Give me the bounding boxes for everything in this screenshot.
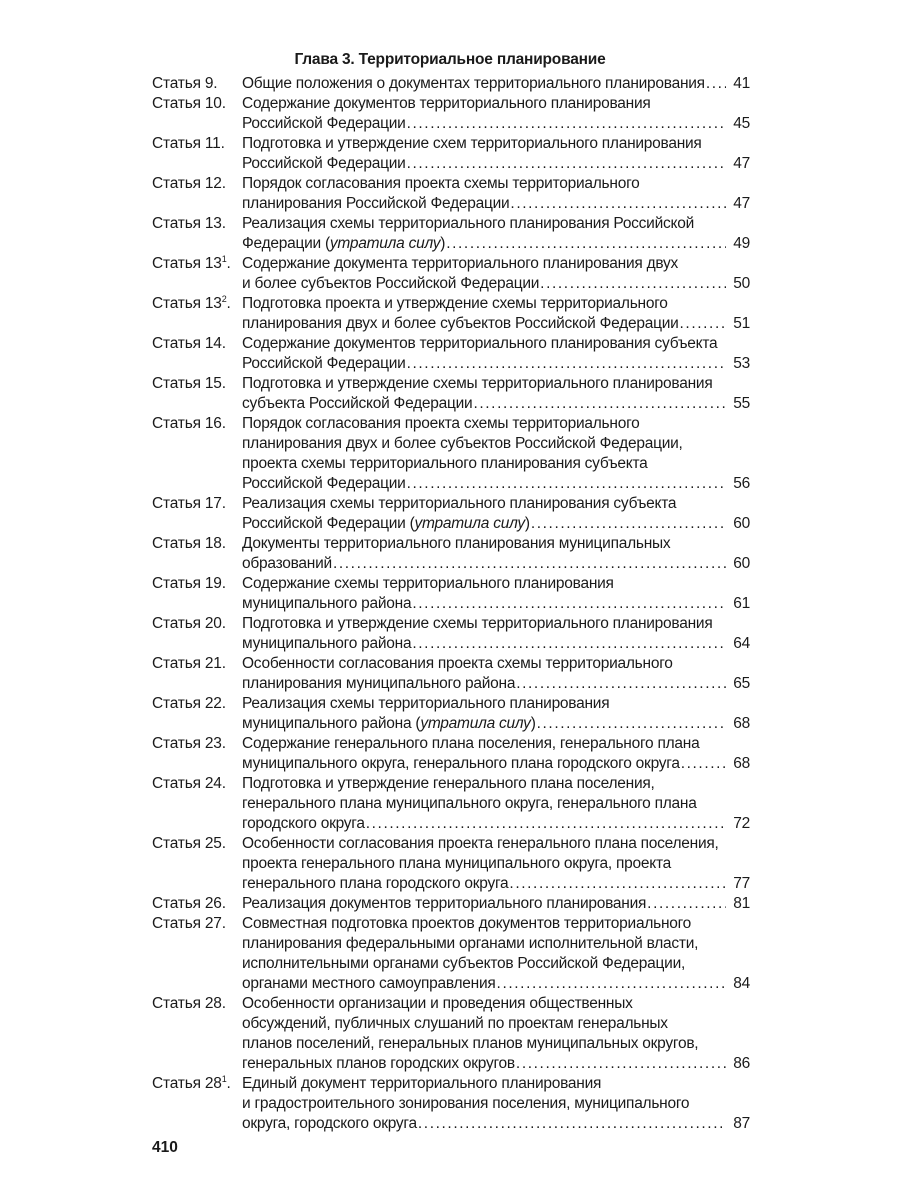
article-number: Статья 25. xyxy=(152,835,226,852)
dot-leader xyxy=(515,674,726,694)
article-title xyxy=(242,374,750,414)
dot-leader xyxy=(406,354,726,374)
title-last-line xyxy=(242,234,750,254)
title-last-text: органами местного самоуправления xyxy=(242,975,496,992)
title-line: проекта схемы территориального планирования субъекта xyxy=(242,455,648,472)
article-number: Статья 9. xyxy=(152,75,218,92)
article-title xyxy=(242,294,750,334)
title-line: Документы территориального планирования муниципальных xyxy=(242,535,671,552)
title-last-line xyxy=(242,674,750,694)
title-last-text: и более субъектов Российской Федерации xyxy=(242,275,540,292)
dot-leader xyxy=(536,714,726,734)
page-ref: 77 xyxy=(733,875,750,892)
article-label xyxy=(152,174,242,194)
toc-entry xyxy=(152,1074,750,1134)
article-number: Статья 13. xyxy=(152,215,226,232)
article-title xyxy=(242,334,750,374)
article-title xyxy=(242,214,750,254)
title-line: Единый документ территориального планирования xyxy=(242,1075,602,1092)
title-line: Подготовка проекта и утверждение схемы территориального xyxy=(242,295,668,312)
page-ref: 41 xyxy=(733,75,750,92)
article-number: Статья 20. xyxy=(152,615,226,632)
title-last-text: Российской Федерации xyxy=(242,155,406,172)
title-last-text: генеральных планов городских округов xyxy=(242,1055,515,1072)
article-title xyxy=(242,774,750,834)
article-label xyxy=(152,654,242,674)
dot-leader xyxy=(539,274,726,294)
title-line: исполнительными органами субъектов Российской Федерации, xyxy=(242,955,686,972)
toc-entry xyxy=(152,374,750,414)
article-number: Статья 23. xyxy=(152,735,226,752)
toc-entry xyxy=(152,414,750,494)
toc-entry xyxy=(152,994,750,1074)
toc-entry xyxy=(152,694,750,734)
toc-entry xyxy=(152,774,750,834)
title-line: Содержание схемы территориального планирования xyxy=(242,575,614,592)
title-line: Особенности согласования проекта генерального плана поселения, xyxy=(242,835,719,852)
article-title xyxy=(242,94,750,134)
article-title xyxy=(242,494,750,534)
article-number: Статья 16. xyxy=(152,415,226,432)
title-line: Содержание документов территориального планирования xyxy=(242,95,651,112)
article-superscript: 1 xyxy=(221,1074,227,1084)
toc-entry xyxy=(152,134,750,174)
toc-entry xyxy=(152,914,750,994)
article-label xyxy=(152,694,242,714)
title-last-text: Российской Федерации xyxy=(242,475,406,492)
page-ref: 84 xyxy=(733,975,750,992)
title-line: Особенности согласования проекта схемы территориального xyxy=(242,655,673,672)
article-label xyxy=(152,914,242,934)
title-last-text: субъекта Российской Федерации xyxy=(242,395,473,412)
title-line: Подготовка и утверждение схемы территориального планирования xyxy=(242,615,713,632)
toc-entry xyxy=(152,894,750,914)
dot-leader xyxy=(515,1054,726,1074)
title-last-line xyxy=(242,1054,750,1074)
page-ref: 61 xyxy=(733,595,750,612)
toc-entry xyxy=(152,734,750,774)
title-line: Содержание документа территориального планирования двух xyxy=(242,255,679,272)
dot-leader xyxy=(472,394,726,414)
article-label: Статья $28^1$. xyxy=(152,1074,231,1092)
title-last-text: городского округа xyxy=(242,815,365,832)
page-ref: 81 xyxy=(733,895,750,912)
dot-leader xyxy=(411,594,726,614)
article-label xyxy=(152,334,242,354)
status-repealed: утратила силу xyxy=(329,235,441,252)
title-line: Подготовка и утверждение генерального плана поселения, xyxy=(242,775,655,792)
title-line: Подготовка и утверждение схемы территориального планирования xyxy=(242,375,713,392)
article-number: Статья 18. xyxy=(152,535,226,552)
title-last-text: муниципального района (утратила силу) xyxy=(242,715,536,732)
article-superscript: 2 xyxy=(221,294,227,304)
title-last-line xyxy=(242,974,750,994)
page-ref: 47 xyxy=(733,155,750,172)
page-ref: 55 xyxy=(733,395,750,412)
dot-leader xyxy=(411,634,726,654)
article-title xyxy=(242,574,750,614)
title-last-line xyxy=(242,514,750,534)
title-last-line xyxy=(242,474,750,494)
article-title xyxy=(242,534,750,574)
page-ref: 86 xyxy=(733,1055,750,1072)
article-number: Статья 21. xyxy=(152,655,226,672)
dot-leader xyxy=(406,154,726,174)
title-last-text: муниципального округа, генерального плана городского округа xyxy=(242,755,680,772)
article-title xyxy=(242,994,750,1074)
toc-entry xyxy=(152,494,750,534)
page-ref: 72 xyxy=(733,815,750,832)
dot-leader xyxy=(530,514,726,534)
page-ref: 53 xyxy=(733,355,750,372)
toc-entry xyxy=(152,534,750,574)
page-ref: 60 xyxy=(733,515,750,532)
title-last-text: планирования Российской Федерации xyxy=(242,195,510,212)
article-number: Статья 28 xyxy=(152,1075,222,1092)
article-number: Статья 17. xyxy=(152,495,226,512)
toc-entry xyxy=(152,74,750,94)
toc-entry xyxy=(152,254,750,294)
title-line: проекта генерального плана муниципального округа, проекта xyxy=(242,855,672,872)
toc-entry xyxy=(152,334,750,374)
article-label xyxy=(152,534,242,554)
article-title xyxy=(242,254,750,294)
toc-entry xyxy=(152,174,750,214)
title-line: Реализация схемы территориального планирования xyxy=(242,695,610,712)
title-line: планирования федеральными органами исполнительной власти, xyxy=(242,935,699,952)
page-ref: 45 xyxy=(733,115,750,132)
article-title xyxy=(242,894,750,914)
dot-leader xyxy=(445,234,726,254)
title-last-line xyxy=(242,554,750,574)
title-last-line xyxy=(242,714,750,734)
title-last-text: округа, городского округа xyxy=(242,1115,417,1132)
dot-leader xyxy=(332,554,726,574)
article-number: Статья 13 xyxy=(152,255,222,272)
title-last-line xyxy=(242,74,750,94)
dot-leader xyxy=(417,1114,726,1134)
article-label xyxy=(152,214,242,234)
title-last-line xyxy=(242,634,750,654)
title-last-line xyxy=(242,114,750,134)
article-label xyxy=(152,774,242,794)
status-repealed: утратила силу xyxy=(420,715,531,732)
toc-entry xyxy=(152,94,750,134)
article-number: Статья 12. xyxy=(152,175,226,192)
title-line: планов поселений, генеральных планов муниципальных округов, xyxy=(242,1035,699,1052)
title-last-line xyxy=(242,274,750,294)
article-title xyxy=(242,414,750,494)
article-label: Статья $13^2$. xyxy=(152,294,231,312)
title-line: Подготовка и утверждение схем территориального планирования xyxy=(242,135,702,152)
article-number: Статья 14. xyxy=(152,335,226,352)
title-last-text: генерального плана городского округа xyxy=(242,875,509,892)
title-last-text: Общие положения о документах территориального планирования xyxy=(242,75,705,92)
article-number: Статья 22. xyxy=(152,695,226,712)
title-last-text: Реализация документов территориального планирования xyxy=(242,895,647,912)
article-number: Статья 28. xyxy=(152,995,226,1012)
page-number: 410 xyxy=(152,1139,178,1156)
title-last-line xyxy=(242,154,750,174)
article-label xyxy=(152,94,242,114)
article-title xyxy=(242,174,750,214)
article-number: Статья 15. xyxy=(152,375,226,392)
chapter-title: Глава 3. Территориальное планирование xyxy=(294,51,606,68)
title-last-text: Российской Федерации xyxy=(242,115,406,132)
article-number: Статья 19. xyxy=(152,575,226,592)
page-ref: 64 xyxy=(733,635,750,652)
page-ref: 87 xyxy=(733,1115,750,1132)
title-last-line xyxy=(242,594,750,614)
article-title xyxy=(242,614,750,654)
article-title xyxy=(242,74,750,94)
title-last-line xyxy=(242,874,750,894)
title-last-line xyxy=(242,354,750,374)
article-number: Статья 10. xyxy=(152,95,226,112)
article-number: Статья 27. xyxy=(152,915,226,932)
toc-entry xyxy=(152,654,750,694)
dot-leader xyxy=(705,74,726,94)
title-line: Реализация схемы территориального планирования субъекта xyxy=(242,495,677,512)
dot-leader xyxy=(679,314,726,334)
dot-leader xyxy=(509,194,726,214)
article-number: Статья 24. xyxy=(152,775,226,792)
title-last-line xyxy=(242,814,750,834)
title-line: и градостроительного зонирования поселения, муниципального xyxy=(242,1095,690,1112)
article-superscript: 1 xyxy=(221,254,227,264)
article-label xyxy=(152,834,242,854)
dot-leader xyxy=(508,874,726,894)
page-ref: 51 xyxy=(733,315,750,332)
title-line: Порядок согласования проекта схемы территориального xyxy=(242,175,640,192)
title-last-line xyxy=(242,754,750,774)
table-of-contents xyxy=(152,74,750,1134)
article-label xyxy=(152,734,242,754)
title-last-text: образований xyxy=(242,555,332,572)
dot-leader xyxy=(496,974,726,994)
dot-leader xyxy=(646,894,726,914)
title-last-line xyxy=(242,1114,750,1134)
article-label: Статья $13^1$. xyxy=(152,254,231,272)
article-title xyxy=(242,694,750,734)
title-line: Совместная подготовка проектов документов территориального xyxy=(242,915,692,932)
page-ref: 49 xyxy=(733,235,750,252)
page-ref: 56 xyxy=(733,475,750,492)
toc-entry xyxy=(152,614,750,654)
dot-leader xyxy=(406,114,726,134)
page-ref: 65 xyxy=(733,675,750,692)
page-ref: 68 xyxy=(733,755,750,772)
dot-leader xyxy=(365,814,726,834)
title-line: обсуждений, публичных слушаний по проектам генеральных xyxy=(242,1015,668,1032)
title-last-line xyxy=(242,394,750,414)
page-ref: 50 xyxy=(733,275,750,292)
title-last-text: Российской Федерации (утратила силу) xyxy=(242,515,530,532)
title-last-text: планирования двух и более субъектов Российской Федерации xyxy=(242,315,679,332)
status-repealed: утратила силу xyxy=(414,515,525,532)
article-label xyxy=(152,494,242,514)
article-title xyxy=(242,134,750,174)
article-title xyxy=(242,914,750,994)
title-last-text: Российской Федерации xyxy=(242,355,406,372)
title-last-text: муниципального района xyxy=(242,635,412,652)
article-label xyxy=(152,374,242,394)
article-label xyxy=(152,614,242,634)
article-title xyxy=(242,734,750,774)
title-line: Содержание документов территориального планирования субъекта xyxy=(242,335,718,352)
article-label xyxy=(152,574,242,594)
title-last-text: Федерации (утратила силу) xyxy=(242,235,446,252)
title-line: Содержание генерального плана поселения, генерального плана xyxy=(242,735,700,752)
dot-leader xyxy=(680,754,726,774)
article-label xyxy=(152,74,242,94)
article-number: Статья 13 xyxy=(152,295,222,312)
title-line: Реализация схемы территориального планирования Российской xyxy=(242,215,694,232)
article-number: Статья 11. xyxy=(152,135,225,152)
article-label xyxy=(152,134,242,154)
title-last-text: планирования муниципального района xyxy=(242,675,516,692)
title-last-text: муниципального района xyxy=(242,595,412,612)
toc-entry xyxy=(152,214,750,254)
title-line: генерального плана муниципального округа, генерального плана xyxy=(242,795,697,812)
article-number: Статья 26. xyxy=(152,895,226,912)
title-line: Порядок согласования проекта схемы территориального xyxy=(242,415,640,432)
page-ref: 47 xyxy=(733,195,750,212)
toc-entry xyxy=(152,294,750,334)
dot-leader xyxy=(406,474,726,494)
toc-entry xyxy=(152,834,750,894)
article-title xyxy=(242,654,750,694)
page-ref: 68 xyxy=(733,715,750,732)
article-label xyxy=(152,414,242,434)
title-last-line xyxy=(242,894,750,914)
article-title xyxy=(242,1074,750,1134)
title-line: Особенности организации и проведения общественных xyxy=(242,995,633,1012)
article-label xyxy=(152,894,242,914)
article-title xyxy=(242,834,750,894)
title-last-line xyxy=(242,194,750,214)
toc-entry xyxy=(152,574,750,614)
page-ref: 60 xyxy=(733,555,750,572)
article-label xyxy=(152,994,242,1014)
title-line: планирования двух и более субъектов Российской Федерации, xyxy=(242,435,683,452)
title-last-line xyxy=(242,314,750,334)
